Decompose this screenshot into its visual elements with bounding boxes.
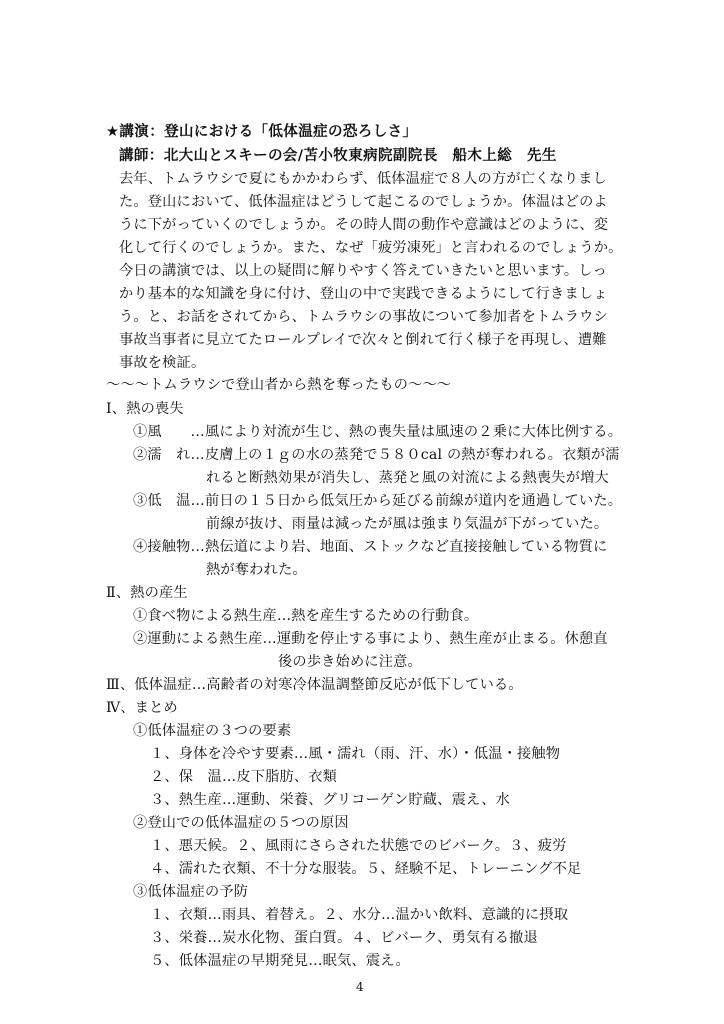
sec4-sub1-item: １、身体を冷やす要素…風・濡れ（雨、汗、水）・低温・接触物 [150,746,561,762]
paragraph-line: うに下がっていくのでしょうか。その時人間の動作や意識はどのように、変 [119,217,609,233]
paragraph-line: 今日の講演では、以上の疑問に解りやすく答えていきたいと思います。しっ [119,263,608,279]
paragraph-line: た。登山において、低体温症はどうして起こるのでしょうか。体温はどのよ [119,194,608,210]
sec4-sub1-item: ３、熱生産…運動、栄養、グリコーゲン貯蔵、震え、水 [150,792,510,808]
sec1-line: ④接触物…熱伝道により岩、地面、ストックなど直接接触している物質に [133,539,608,555]
sec4-heading: Ⅳ、まとめ [106,700,178,716]
sec1-line: ①風 …風により対流が生じ、熱の喪失量は風速の２乗に大体比例する。 [133,424,623,440]
paragraph-line: 去年、トムラウシで夏にもかかわらず、低体温症で８人の方が亡くなりまし [119,171,608,187]
paragraph-line: 事故を検証。 [119,355,206,371]
paragraph-line: う。と、お話をされてから、トムラウシの事故について参加者をトムラウシ [119,309,608,325]
paragraph-line: かり基本的な知識を身に付け、登山の中で実践できるようにして行きましょ [119,286,608,302]
sec1-line: 熱が奪われた。 [206,562,307,578]
sec4-sub3-heading: ③低体温症の予防 [133,884,249,900]
sec2-line: ①食べ物による熱生産…熱を産生するための行動食。 [133,608,479,624]
sec4-sub1-heading: ①低体温症の３つの要素 [133,723,292,739]
sec1-line: れると断熱効果が消失し、蒸発と風の対流による熱喪失が増大 [206,470,609,486]
sec2-line: 後の歩き始めに注意。 [278,654,422,670]
section-heading: ～～～トムラウシで登山者から熱を奪ったもの～～～ [106,377,452,393]
sec1-line: ②濡 れ…皮膚上の１ｇの水の蒸発で５８０cal の熱が奪われる。衣類が濡 [133,447,620,463]
paragraph-line: 化して行くのでしょうか。また、なぜ「疲労凍死」と言われるのでしょうか。 [119,240,623,256]
sec1-line: ③低 温…前日の１５日から低気圧から延びる前線が道内を通過していた。 [133,493,623,509]
sec4-sub2-heading: ②登山での低体温症の５つの原因 [133,815,349,831]
sec2-heading: Ⅱ、熱の産生 [106,585,188,601]
sec4-sub1-item: ２、保 温…皮下脂肪、衣類 [150,769,338,785]
sec4-sub3-item: ５、低体温症の早期発見…眠気、震え。 [150,953,410,969]
paragraph-line: 事故当事者に見立てたロールプレイで次々と倒れて行く様子を再現し、遭難 [119,332,607,348]
lecture-speaker: 講師：北大山とスキーの会/苫小牧東病院副院長 船木上総 先生 [119,148,557,164]
lecture-title: ★講演：登山における「低体温症の恐ろしさ」 [106,124,418,140]
sec1-line: 前線が抜け、雨量は減ったが風は強まり気温が下がっていた。 [206,516,609,532]
sec3-heading: Ⅲ、低体温症…高齢者の対寒冷体温調整節反応が低下している。 [106,677,523,693]
sec4-sub2-item: ４、濡れた衣類、不十分な服装。５、経験不足、トレーニング不足 [150,861,582,877]
sec4-sub3-item: ３、栄養…炭水化物、蛋白質。４、ビバーク、勇気有る撤退 [150,930,538,946]
sec2-line: ②運動による熱生産…運動を停止する事により、熱生産が止まる。休憩直 [133,631,608,647]
sec1-heading: Ⅰ、熱の喪失 [106,401,184,417]
sec4-sub2-item: １、悪天候。２、風雨にさらされた状態でのビバーク。３、疲労 [150,838,567,854]
sec4-sub3-item: １、衣類…雨具、着替え。２、水分…温かい飲料、意識的に摂取 [150,907,569,923]
page-number: 4 [356,980,364,994]
